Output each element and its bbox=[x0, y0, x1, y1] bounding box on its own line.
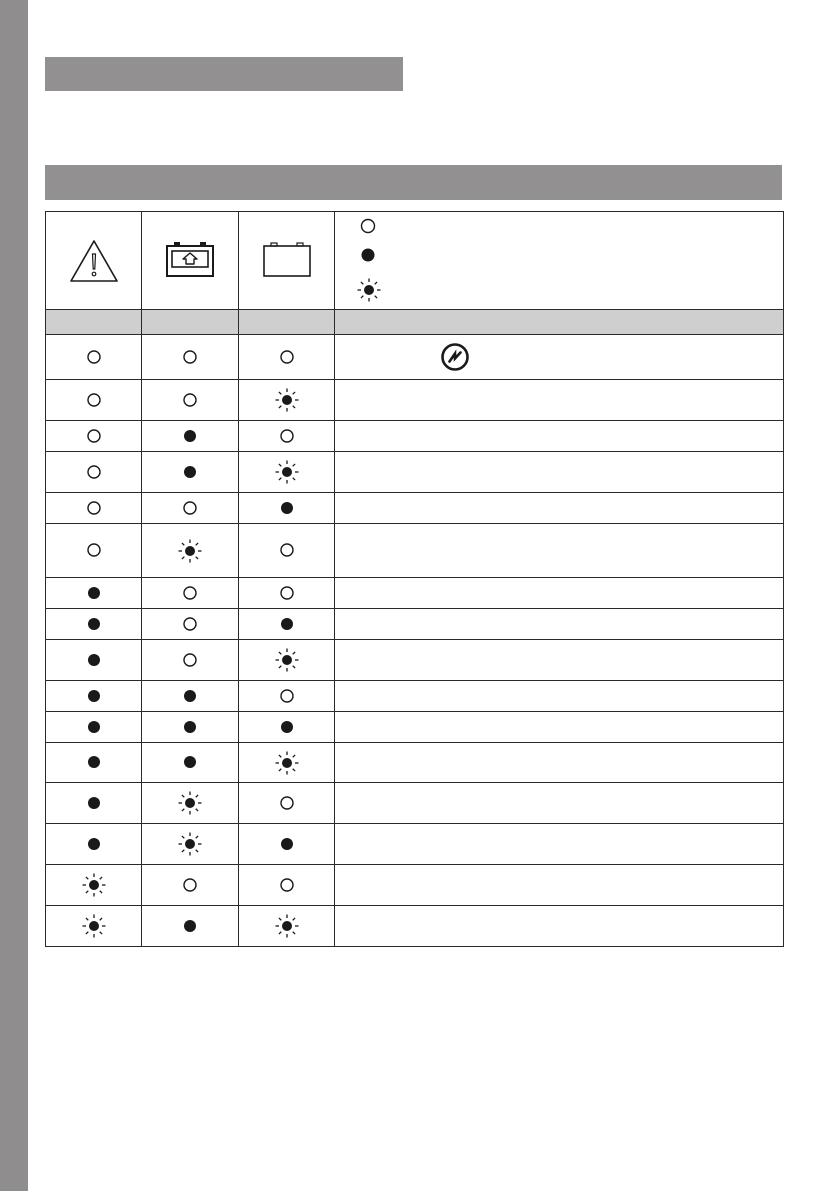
led-on-icon bbox=[86, 719, 102, 735]
table-header-row bbox=[46, 212, 784, 310]
led-status-row bbox=[46, 609, 784, 640]
side-bar bbox=[0, 0, 28, 1191]
led-blink-icon bbox=[178, 791, 202, 815]
led-state-cell bbox=[142, 681, 239, 712]
led-state-cell bbox=[142, 640, 239, 681]
led-on-icon bbox=[86, 652, 102, 668]
led-state-cell bbox=[46, 743, 142, 783]
led-state-cell bbox=[46, 578, 142, 609]
led-state-cell bbox=[46, 681, 142, 712]
led-status-row bbox=[46, 380, 784, 421]
led-state-cell bbox=[142, 452, 239, 493]
led-state-cell bbox=[46, 493, 142, 524]
led-state-cell bbox=[142, 783, 239, 824]
status-description-cell bbox=[335, 712, 784, 743]
led-status-row bbox=[46, 824, 784, 865]
led-state-cell bbox=[239, 640, 335, 681]
led-state-cell bbox=[239, 578, 335, 609]
led-state-cell bbox=[239, 452, 335, 493]
led-state-cell bbox=[46, 421, 142, 452]
subheader-cell bbox=[46, 310, 142, 335]
led-on-icon bbox=[86, 795, 102, 811]
led-off-icon bbox=[182, 585, 198, 601]
led-status-row bbox=[46, 421, 784, 452]
status-description-cell bbox=[335, 906, 784, 947]
led-state-cell bbox=[239, 421, 335, 452]
led-on-icon bbox=[182, 428, 198, 444]
led-state-cell bbox=[46, 824, 142, 865]
led-status-row bbox=[46, 524, 784, 578]
led-state-cell bbox=[46, 640, 142, 681]
led-state-cell bbox=[46, 865, 142, 906]
led-on-icon bbox=[182, 918, 198, 934]
led-state-cell bbox=[239, 609, 335, 640]
led-status-row bbox=[46, 743, 784, 783]
led-off-icon bbox=[279, 542, 295, 558]
led-state-cell bbox=[239, 865, 335, 906]
led-off-icon bbox=[279, 349, 295, 365]
led-on-icon bbox=[86, 585, 102, 601]
led-on-icon bbox=[86, 754, 102, 770]
led-status-row bbox=[46, 493, 784, 524]
status-description-cell bbox=[335, 493, 784, 524]
warning-triangle-icon bbox=[68, 237, 120, 285]
led-blink-icon bbox=[178, 539, 202, 563]
led-blink-icon bbox=[275, 460, 299, 484]
led-off-icon bbox=[86, 500, 102, 516]
led-state-cell bbox=[239, 524, 335, 578]
led-off-icon bbox=[279, 877, 295, 893]
led-state-cell bbox=[46, 524, 142, 578]
status-description-cell bbox=[335, 335, 784, 380]
led-off-icon bbox=[279, 428, 295, 444]
status-description-cell bbox=[335, 743, 784, 783]
led-off-icon bbox=[86, 542, 102, 558]
led-status-row bbox=[46, 640, 784, 681]
subheader-cell bbox=[239, 310, 335, 335]
led-status-row bbox=[46, 712, 784, 743]
led-on-icon bbox=[86, 836, 102, 852]
led-on-icon bbox=[359, 246, 377, 269]
subheader-cell bbox=[142, 310, 239, 335]
led-state-cell bbox=[239, 906, 335, 947]
led-off-icon bbox=[182, 392, 198, 408]
led-status-table bbox=[45, 211, 784, 947]
led-status-row bbox=[46, 906, 784, 947]
led-state-cell bbox=[142, 578, 239, 609]
led-state-cell bbox=[239, 380, 335, 421]
led-state-cell bbox=[142, 609, 239, 640]
status-description-cell bbox=[335, 824, 784, 865]
battery-icon bbox=[260, 240, 314, 282]
led-status-row bbox=[46, 865, 784, 906]
led-on-icon bbox=[279, 616, 295, 632]
subheader-cell bbox=[335, 310, 784, 335]
led-status-row bbox=[46, 783, 784, 824]
led-state-cell bbox=[46, 783, 142, 824]
led-off-icon bbox=[182, 616, 198, 632]
led-state-cell bbox=[142, 524, 239, 578]
led-state-cell bbox=[142, 335, 239, 380]
led-status-row bbox=[46, 578, 784, 609]
title-band bbox=[45, 57, 403, 91]
legend-cell bbox=[335, 212, 784, 310]
led-blink-icon bbox=[178, 832, 202, 856]
led-off-icon bbox=[182, 349, 198, 365]
battery-upload-icon bbox=[163, 240, 217, 282]
led-on-icon bbox=[279, 500, 295, 516]
status-description-cell bbox=[335, 783, 784, 824]
led-off-icon bbox=[279, 585, 295, 601]
led-off-icon bbox=[279, 795, 295, 811]
led-state-cell bbox=[46, 335, 142, 380]
led-state-cell bbox=[46, 380, 142, 421]
led-off-icon bbox=[86, 349, 102, 365]
led-state-cell bbox=[142, 743, 239, 783]
led-off-icon bbox=[182, 500, 198, 516]
status-description-cell bbox=[335, 421, 784, 452]
led-on-icon bbox=[86, 688, 102, 704]
led-off-icon bbox=[86, 428, 102, 444]
led-off-icon bbox=[359, 217, 377, 240]
status-description-cell bbox=[335, 609, 784, 640]
led-on-icon bbox=[279, 836, 295, 852]
header-cell-battery bbox=[239, 212, 335, 310]
led-on-icon bbox=[279, 719, 295, 735]
led-off-icon bbox=[86, 392, 102, 408]
led-status-row bbox=[46, 681, 784, 712]
led-on-icon bbox=[86, 616, 102, 632]
led-state-cell bbox=[142, 380, 239, 421]
led-state-cell bbox=[142, 493, 239, 524]
led-state-cell bbox=[239, 681, 335, 712]
led-status-row bbox=[46, 335, 784, 380]
status-description-cell bbox=[335, 865, 784, 906]
led-off-icon bbox=[279, 688, 295, 704]
table-subheader-row bbox=[46, 310, 784, 335]
led-blink-icon bbox=[275, 648, 299, 672]
led-state-cell bbox=[239, 824, 335, 865]
led-status-row bbox=[46, 452, 784, 493]
led-blink-icon bbox=[275, 914, 299, 938]
status-description-cell bbox=[335, 640, 784, 681]
led-off-icon bbox=[182, 877, 198, 893]
led-off-icon bbox=[182, 652, 198, 668]
status-description-cell bbox=[335, 578, 784, 609]
status-description-cell bbox=[335, 681, 784, 712]
led-state-cell bbox=[46, 906, 142, 947]
led-state-cell bbox=[239, 783, 335, 824]
led-blink-icon bbox=[82, 914, 106, 938]
status-description-cell bbox=[335, 524, 784, 578]
led-state-cell bbox=[239, 493, 335, 524]
led-on-icon bbox=[182, 688, 198, 704]
led-state-cell bbox=[142, 824, 239, 865]
led-state-cell bbox=[239, 743, 335, 783]
led-state-cell bbox=[239, 712, 335, 743]
led-state-cell bbox=[46, 452, 142, 493]
header-cell-battery-upload bbox=[142, 212, 239, 310]
led-blink-icon bbox=[275, 388, 299, 412]
status-description-cell bbox=[335, 380, 784, 421]
status-description-cell bbox=[335, 452, 784, 493]
led-state-cell bbox=[142, 906, 239, 947]
charger-power-icon bbox=[440, 342, 470, 372]
led-on-icon bbox=[182, 754, 198, 770]
led-off-icon bbox=[86, 464, 102, 480]
led-on-icon bbox=[182, 719, 198, 735]
led-state-cell bbox=[239, 335, 335, 380]
led-state-cell bbox=[46, 609, 142, 640]
led-blink-icon bbox=[357, 278, 381, 307]
header-cell-warning bbox=[46, 212, 142, 310]
led-state-cell bbox=[142, 712, 239, 743]
led-state-cell bbox=[142, 421, 239, 452]
led-blink-icon bbox=[82, 873, 106, 897]
led-on-icon bbox=[182, 464, 198, 480]
led-state-cell bbox=[46, 712, 142, 743]
led-state-cell bbox=[142, 865, 239, 906]
led-blink-icon bbox=[275, 751, 299, 775]
section-band bbox=[45, 165, 782, 200]
